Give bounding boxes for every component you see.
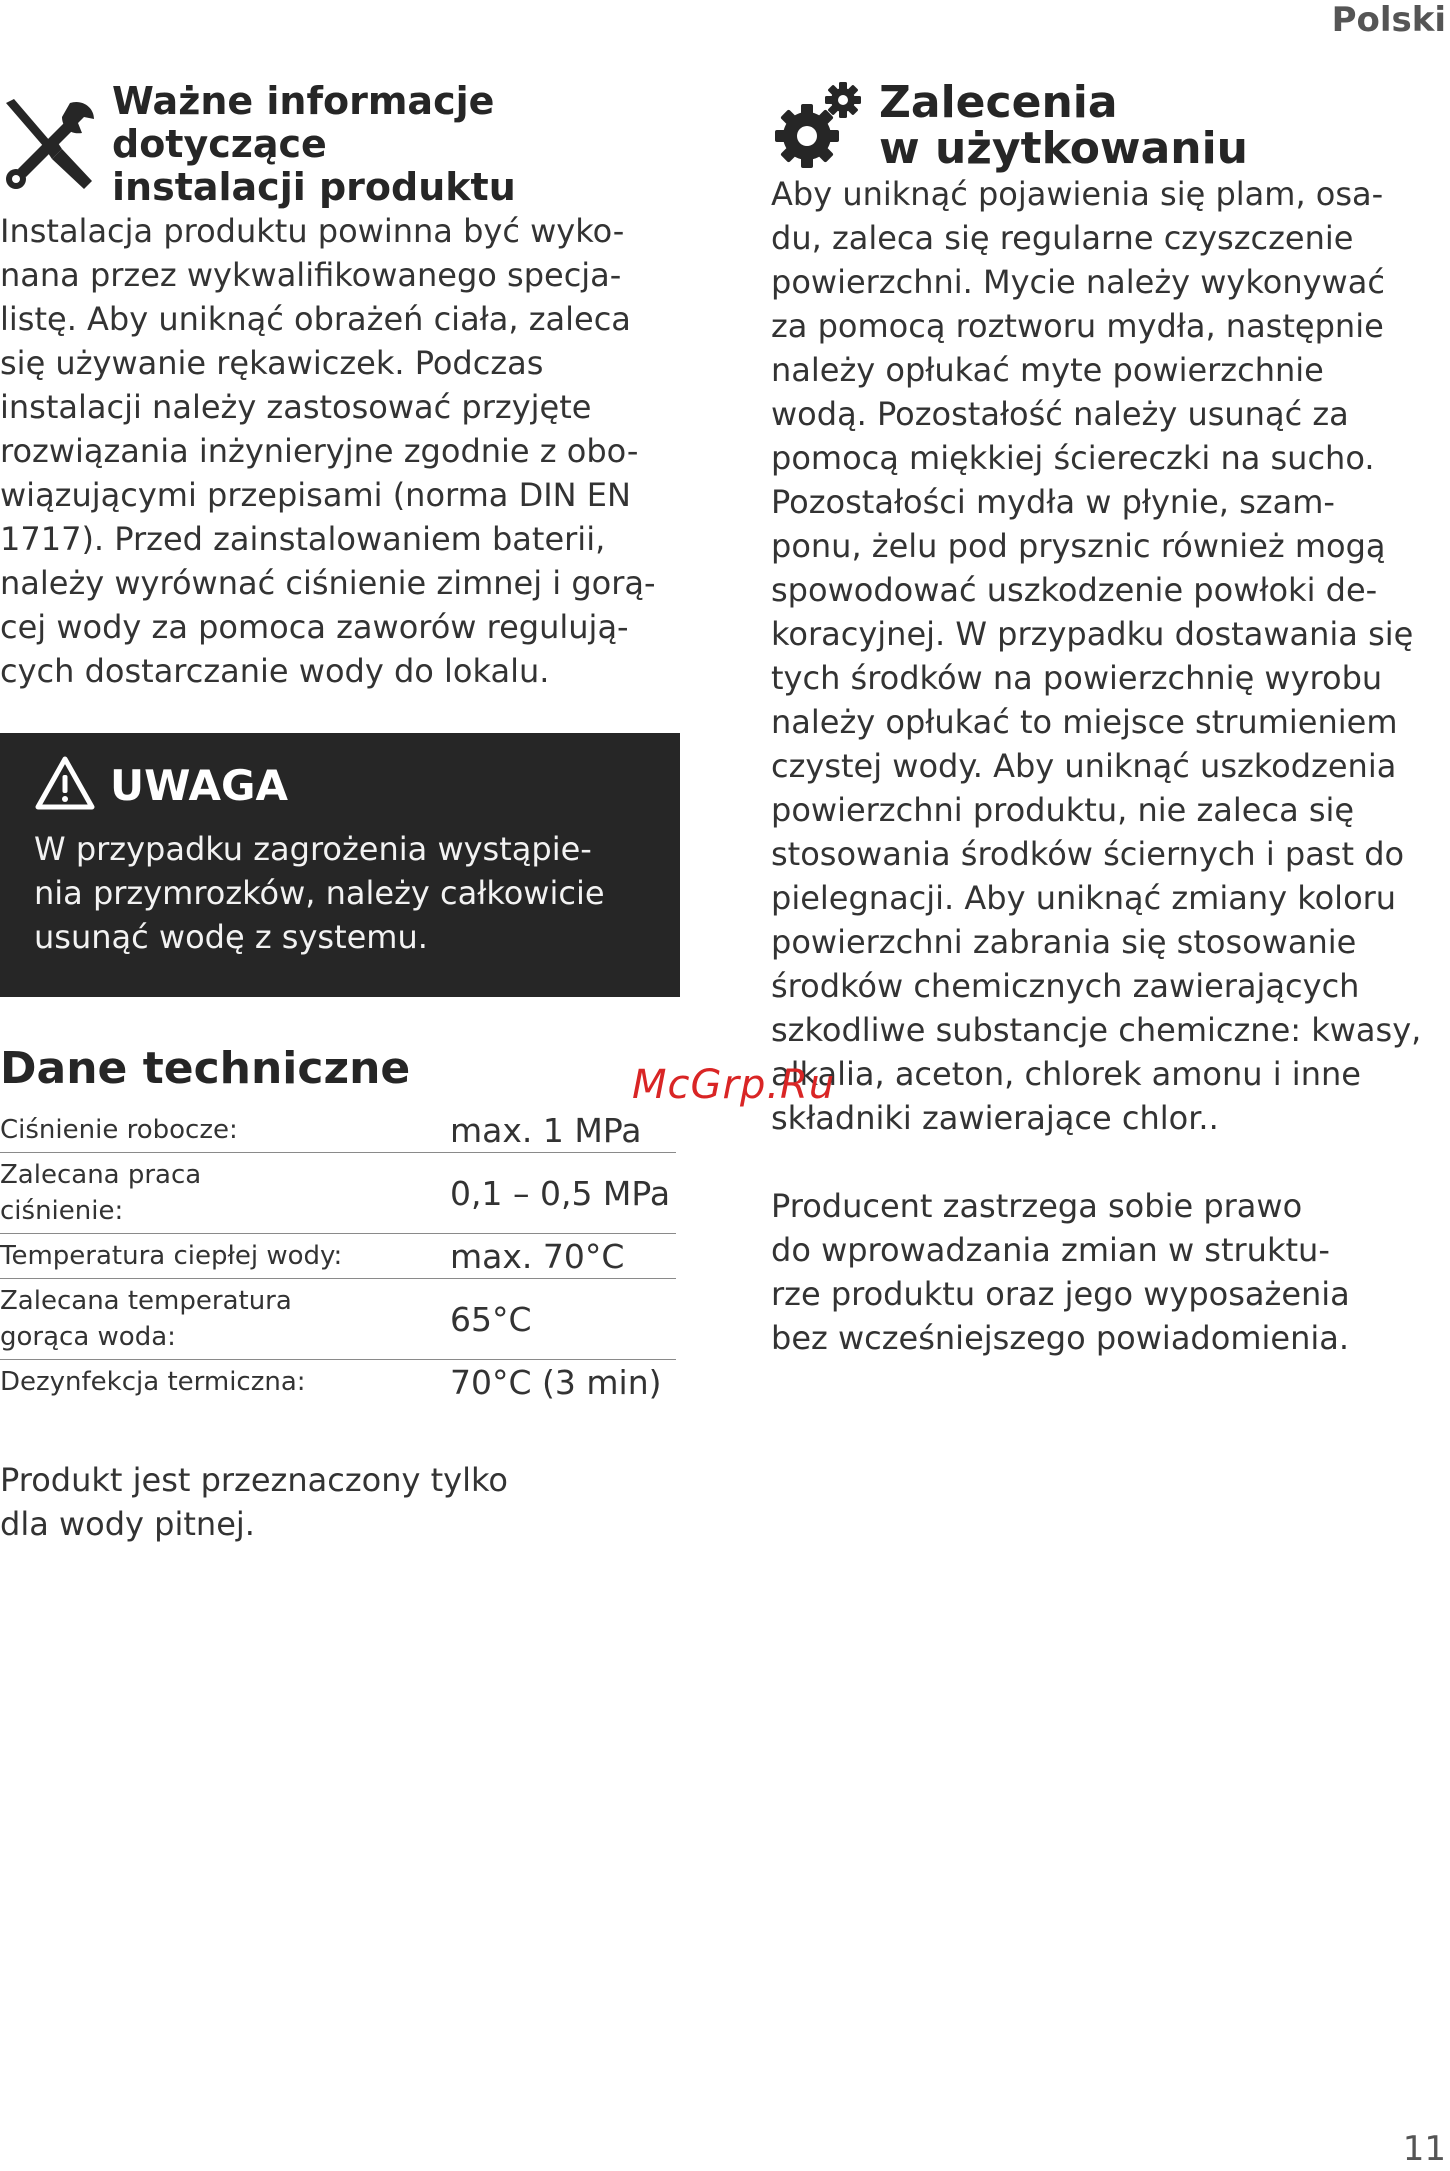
warning-text [34, 827, 646, 959]
warning-triangle-icon [34, 755, 96, 815]
product-note-line: dla wody pitnej. [0, 1505, 255, 1543]
usage-body-line: wodą. Pozostałość należy usunąć za [771, 395, 1349, 433]
usage-body-line: tych środków na powierzchnię wyrobu [771, 659, 1383, 697]
install-body-line: 1717). Przed zainstalowaniem baterii, [0, 520, 606, 558]
table-row [0, 1279, 676, 1360]
left-column [0, 80, 684, 1578]
tech-label-line: Zalecana temperatura [0, 1286, 292, 1316]
usage-body-line: powierzchni zabrania się stosowanie [771, 923, 1357, 961]
page-number: 11 [1402, 2129, 1446, 2169]
warning-title: UWAGA [110, 760, 289, 810]
tech-label-line: Temperatura ciepłej wody: [0, 1241, 343, 1271]
tech-value: max. 1 MPa [450, 1108, 676, 1153]
usage-body-line: pomocą miękkiej ściereczki na sucho. [771, 439, 1375, 477]
install-heading [0, 80, 684, 209]
tech-label [0, 1234, 450, 1279]
usage-title-line: Zalecenia [879, 77, 1118, 128]
usage-body-line: powierzchni produktu, nie zaleca się [771, 791, 1355, 829]
product-note-line: Produkt jest przeznaczony tylko [0, 1461, 508, 1499]
tech-label-line: gorąca woda: [0, 1322, 176, 1352]
tech-label-line: Zalecana praca [0, 1160, 202, 1190]
install-body-line: cych dostarczanie wody do lokalu. [0, 652, 550, 690]
table-row [0, 1360, 676, 1405]
usage-body [771, 172, 1450, 1140]
tools-icon [0, 97, 100, 193]
install-body-line: rozwiązania inżynieryjne zgodnie z obo- [0, 432, 639, 470]
install-body-line: listę. Aby uniknąć obrażeń ciała, zaleca [0, 300, 631, 338]
tech-table [0, 1108, 676, 1404]
warning-heading [34, 755, 646, 815]
usage-body-line: należy opłukać myte powierzchnie [771, 351, 1324, 389]
tech-value: 70°C (3 min) [450, 1362, 662, 1402]
table-row [0, 1234, 676, 1279]
notice-line: bez wcześniejszego powiadomienia. [771, 1319, 1350, 1357]
gears-icon [771, 80, 867, 172]
usage-body-line: spowodować uszkodzenie powłoki de- [771, 571, 1378, 609]
warning-line: W przypadku zagrożenia wystąpie- [34, 830, 592, 868]
install-body [0, 209, 684, 693]
tech-label [0, 1279, 450, 1360]
tech-title: Dane techniczne [0, 1043, 411, 1094]
tech-label-line: Ciśnienie robocze: [0, 1115, 238, 1145]
tech-label-line: Dezynfekcja termiczna: [0, 1367, 306, 1397]
notice-line: do wprowadzania zmian w struktu- [771, 1231, 1330, 1269]
usage-body-line: du, zaleca się regularne czyszczenie [771, 219, 1354, 257]
usage-body-line: za pomocą roztworu mydła, następnie [771, 307, 1384, 345]
usage-title [879, 77, 1248, 174]
producer-notice [771, 1184, 1450, 1360]
usage-body-line: stosowania środków ściernych i past do [771, 835, 1405, 873]
warning-line: usunąć wodę z systemu. [34, 918, 428, 956]
table-row [0, 1153, 676, 1234]
warning-box [0, 733, 680, 997]
table-row [0, 1108, 676, 1153]
warning-line: nia przymrozków, należy całkowicie [34, 874, 605, 912]
install-body-line: należy wyrównać ciśnienie zimnej i gorą- [0, 564, 656, 602]
tech-label [0, 1153, 450, 1234]
tech-label [0, 1108, 450, 1153]
usage-body-line: składniki zawierające chlor.. [771, 1099, 1219, 1137]
usage-body-line: alkalia, aceton, chlorek amonu i inne [771, 1055, 1361, 1093]
install-body-line: wiązującymi przepisami (norma DIN EN [0, 476, 631, 514]
notice-line: rze produktu oraz jego wyposażenia [771, 1275, 1350, 1313]
language-label: Polski [1331, 0, 1446, 40]
install-body-line: nana przez wykwalifikowanego specja- [0, 256, 622, 294]
usage-body-line: Pozostałości mydła w płynie, szam- [771, 483, 1335, 521]
tech-label-line: ciśnienie: [0, 1196, 124, 1226]
product-note [0, 1458, 684, 1546]
install-title-line: Ważne informacje dotyczące [112, 79, 495, 166]
usage-body-line: należy opłukać to miejsce strumieniem [771, 703, 1398, 741]
notice-line: Producent zastrzega sobie prawo [771, 1187, 1303, 1225]
tech-value: 65°C [450, 1279, 676, 1360]
usage-body-line: ponu, żelu pod prysznic również mogą [771, 527, 1386, 565]
right-column [771, 77, 1450, 1360]
usage-body-line: koracyjnej. W przypadku dostawania się [771, 615, 1414, 653]
paragraph-gap [771, 1140, 1450, 1184]
usage-body-line: środków chemicznych zawierających [771, 967, 1360, 1005]
usage-title-line: w użytkowaniu [879, 123, 1248, 174]
usage-body-line: powierzchni. Mycie należy wykonywać [771, 263, 1385, 301]
watermark: McGrp.Ru [632, 1062, 836, 1108]
usage-body-line: pielegnacji. Aby uniknąć zmiany koloru [771, 879, 1397, 917]
usage-body-line: czystej wody. Aby uniknąć uszkodzenia [771, 747, 1397, 785]
usage-heading [771, 77, 1450, 174]
install-title-line: instalacji produktu [112, 165, 516, 209]
tech-value: max. 70°C [450, 1234, 676, 1279]
install-title [112, 80, 684, 209]
install-body-line: instalacji należy zastosować przyjęte [0, 388, 592, 426]
tech-label [0, 1360, 450, 1405]
usage-body-line: szkodliwe substancje chemiczne: kwasy, [771, 1011, 1422, 1049]
tech-value: 0,1 – 0,5 MPa [450, 1153, 676, 1234]
install-body-line: Instalacja produktu powinna być wyko- [0, 212, 625, 250]
install-body-line: się używanie rękawiczek. Podczas [0, 344, 544, 382]
install-body-line: cej wody za pomoca zaworów regulują- [0, 608, 629, 646]
usage-body-line: Aby uniknąć pojawienia się plam, osa- [771, 175, 1384, 213]
